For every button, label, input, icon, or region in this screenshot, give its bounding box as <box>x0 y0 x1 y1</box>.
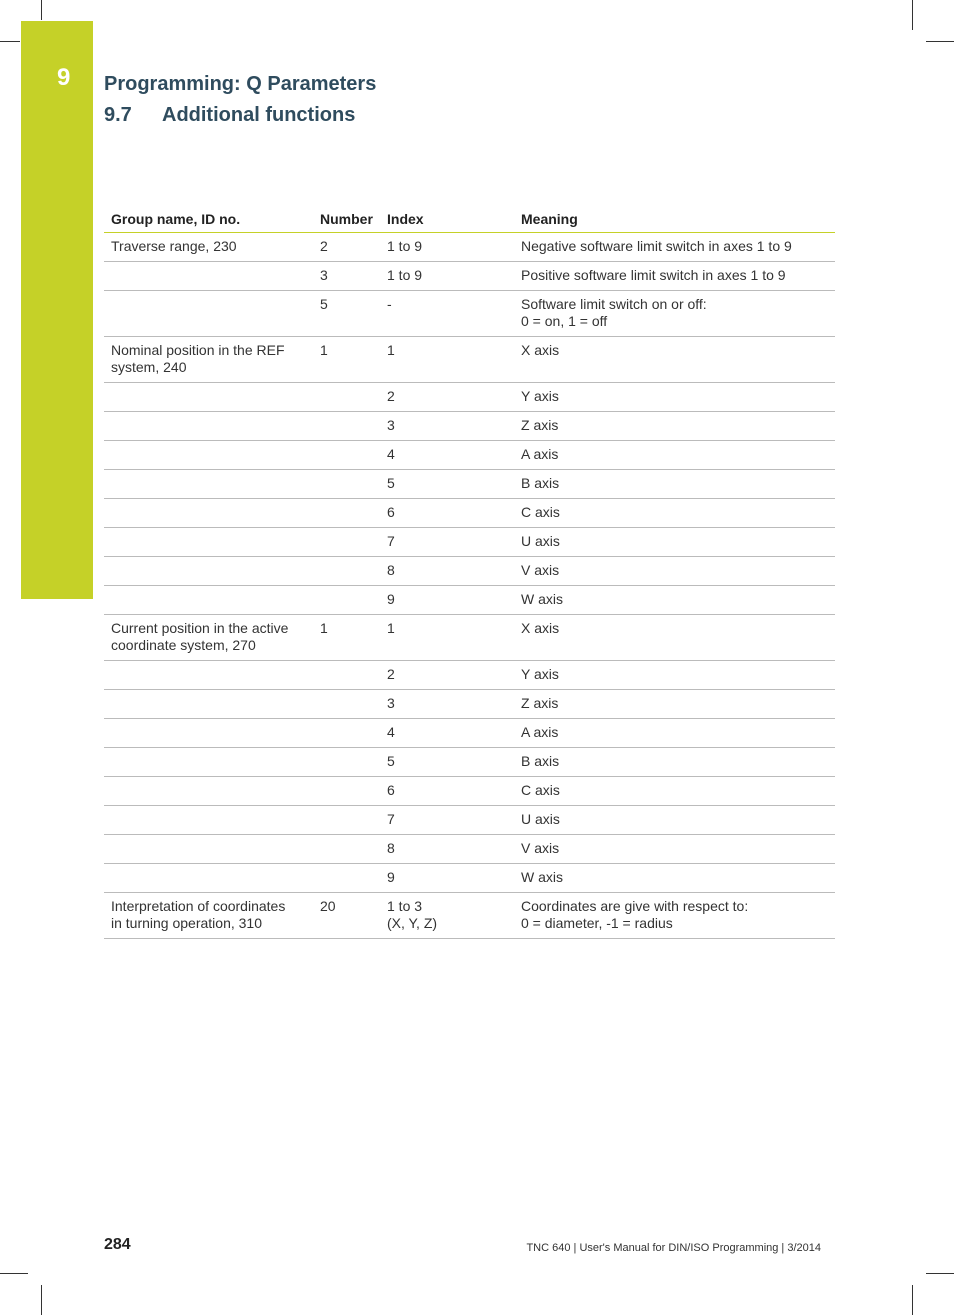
cell-meaning: C axis <box>514 499 835 528</box>
crop-mark <box>912 0 913 30</box>
section-label: Additional functions <box>162 104 356 126</box>
cell-meaning: U axis <box>514 806 835 835</box>
cell-number <box>313 661 380 690</box>
cell-meaning: Positive software limit switch in axes 1 to 9 <box>514 262 835 291</box>
table-row <box>104 262 835 291</box>
cell-number <box>313 748 380 777</box>
table-row <box>104 719 835 748</box>
cell-index: 5 <box>380 470 514 499</box>
cell-group-name <box>104 835 313 864</box>
cell-meaning: B axis <box>514 470 835 499</box>
cell-index: 6 <box>380 499 514 528</box>
table-row <box>104 661 835 690</box>
cell-group-name <box>104 719 313 748</box>
table-row <box>104 233 835 262</box>
cell-meaning: V axis <box>514 557 835 586</box>
table-row <box>104 586 835 615</box>
cell-index: 7 <box>380 806 514 835</box>
cell-group-name: Nominal position in the REF system, 240 <box>104 337 313 383</box>
cell-meaning: Negative software limit switch in axes 1 to 9 <box>514 233 835 262</box>
section-title <box>104 104 355 127</box>
cell-number <box>313 470 380 499</box>
cell-number <box>313 835 380 864</box>
cell-group-name <box>104 499 313 528</box>
cell-meaning: B axis <box>514 748 835 777</box>
cell-meaning: W axis <box>514 586 835 615</box>
cell-meaning: Z axis <box>514 690 835 719</box>
table-row <box>104 291 835 337</box>
crop-mark <box>912 1285 913 1315</box>
table-row <box>104 777 835 806</box>
cell-index: 5 <box>380 748 514 777</box>
cell-group-name <box>104 557 313 586</box>
cell-meaning: C axis <box>514 777 835 806</box>
cell-number <box>313 499 380 528</box>
cell-group-name <box>104 690 313 719</box>
cell-number: 2 <box>313 233 380 262</box>
cell-number <box>313 412 380 441</box>
cell-number <box>313 528 380 557</box>
cell-group-name <box>104 470 313 499</box>
cell-group-name <box>104 412 313 441</box>
crop-mark <box>0 1273 28 1274</box>
cell-number <box>313 864 380 893</box>
cell-index: 7 <box>380 528 514 557</box>
cell-index: 4 <box>380 719 514 748</box>
table-row <box>104 864 835 893</box>
table-row <box>104 806 835 835</box>
cell-number <box>313 690 380 719</box>
section-number: 9.7 <box>104 104 132 126</box>
cell-meaning: V axis <box>514 835 835 864</box>
cell-number <box>313 806 380 835</box>
header-index: Index <box>380 206 514 233</box>
cell-index: 1 to 9 <box>380 233 514 262</box>
cell-meaning: W axis <box>514 864 835 893</box>
cell-number: 20 <box>313 893 380 939</box>
cell-number <box>313 441 380 470</box>
crop-mark <box>0 41 20 42</box>
cell-meaning: Y axis <box>514 383 835 412</box>
crop-mark <box>926 1273 954 1274</box>
cell-group-name <box>104 806 313 835</box>
cell-group-name <box>104 528 313 557</box>
cell-group-name <box>104 748 313 777</box>
cell-group-name: Traverse range, 230 <box>104 233 313 262</box>
cell-number <box>313 719 380 748</box>
table-row <box>104 615 835 661</box>
cell-index: 8 <box>380 557 514 586</box>
chapter-number: 9 <box>57 64 71 91</box>
cell-group-name <box>104 383 313 412</box>
chapter-tab <box>21 21 93 599</box>
table-row <box>104 470 835 499</box>
cell-meaning: X axis <box>514 615 835 661</box>
table-row <box>104 528 835 557</box>
table-row <box>104 412 835 441</box>
table-header-row <box>104 206 835 233</box>
cell-number <box>313 383 380 412</box>
cell-group-name <box>104 777 313 806</box>
crop-mark <box>41 1285 42 1315</box>
cell-index: 9 <box>380 586 514 615</box>
table-row <box>104 499 835 528</box>
cell-index: 3 <box>380 690 514 719</box>
cell-group-name <box>104 586 313 615</box>
cell-index: 8 <box>380 835 514 864</box>
chapter-title: Programming: Q Parameters <box>104 73 377 95</box>
crop-mark <box>926 41 954 42</box>
cell-group-name <box>104 864 313 893</box>
cell-index: 9 <box>380 864 514 893</box>
cell-group-name <box>104 291 313 337</box>
cell-group-name <box>104 441 313 470</box>
cell-index: 1 <box>380 615 514 661</box>
table-row <box>104 557 835 586</box>
cell-group-name: Current position in the active coordinate system, 270 <box>104 615 313 661</box>
cell-meaning: Z axis <box>514 412 835 441</box>
cell-group-name <box>104 661 313 690</box>
cell-meaning: X axis <box>514 337 835 383</box>
table-row <box>104 748 835 777</box>
table-row <box>104 383 835 412</box>
cell-index: 2 <box>380 383 514 412</box>
cell-group-name <box>104 262 313 291</box>
cell-meaning: Y axis <box>514 661 835 690</box>
footer-text: TNC 640 | User's Manual for DIN/ISO Programming | 3/2014 <box>526 1242 821 1254</box>
table-row <box>104 337 835 383</box>
cell-meaning: Software limit switch on or off: 0 = on, 1 = off <box>514 291 835 337</box>
table-row <box>104 893 835 939</box>
cell-index: 1 to 3 (X, Y, Z) <box>380 893 514 939</box>
cell-group-name: Interpretation of coordinates in turning operation, 310 <box>104 893 313 939</box>
cell-meaning: Coordinates are give with respect to: 0 = diameter, -1 = radius <box>514 893 835 939</box>
header-meaning: Meaning <box>514 206 835 233</box>
table-row <box>104 441 835 470</box>
cell-index: 3 <box>380 412 514 441</box>
table-body <box>104 233 835 939</box>
cell-number <box>313 586 380 615</box>
cell-index: - <box>380 291 514 337</box>
cell-number: 3 <box>313 262 380 291</box>
cell-index: 1 to 9 <box>380 262 514 291</box>
cell-number: 1 <box>313 337 380 383</box>
cell-index: 2 <box>380 661 514 690</box>
cell-index: 1 <box>380 337 514 383</box>
cell-number <box>313 777 380 806</box>
table-row <box>104 690 835 719</box>
cell-meaning: A axis <box>514 719 835 748</box>
crop-mark <box>41 0 42 20</box>
cell-number: 1 <box>313 615 380 661</box>
header-number: Number <box>313 206 380 233</box>
page-number: 284 <box>104 1236 131 1253</box>
cell-meaning: U axis <box>514 528 835 557</box>
header-group-name: Group name, ID no. <box>104 206 313 233</box>
parameter-table <box>104 206 835 939</box>
cell-index: 4 <box>380 441 514 470</box>
table-row <box>104 835 835 864</box>
cell-index: 6 <box>380 777 514 806</box>
cell-number <box>313 557 380 586</box>
cell-number: 5 <box>313 291 380 337</box>
cell-meaning: A axis <box>514 441 835 470</box>
